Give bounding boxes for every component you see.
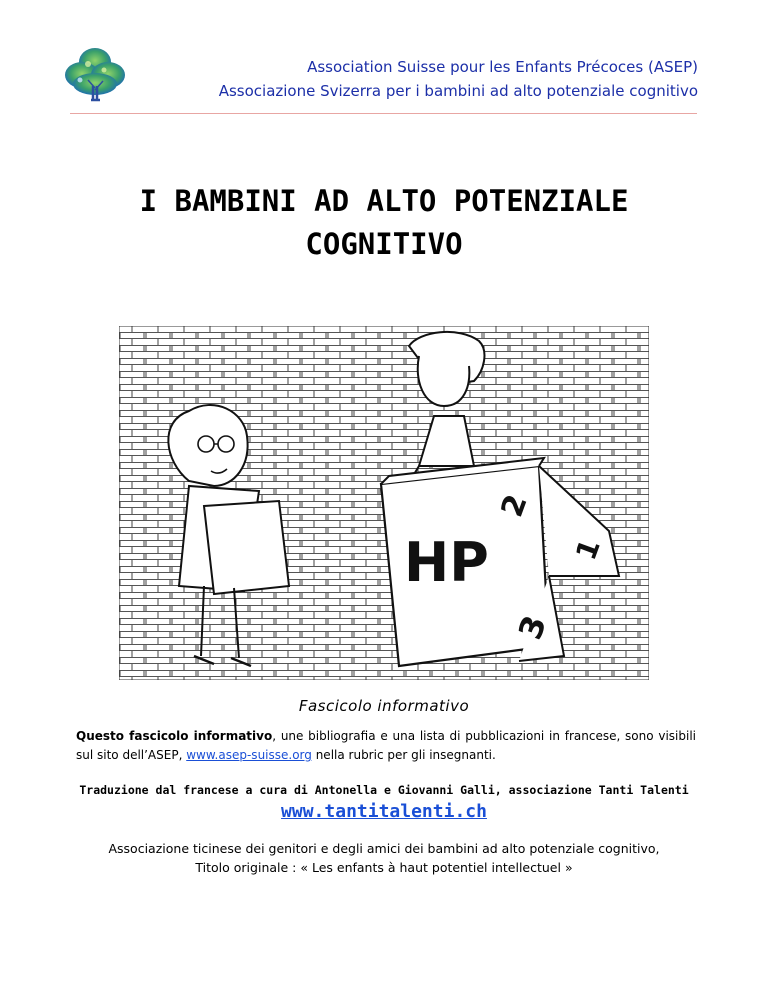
asep-tree-logo [60, 40, 130, 108]
cartoon-illustration [119, 326, 649, 680]
header-association-fr: Association Suisse pour les Enfants Précoces (ASEP) [307, 58, 698, 76]
page-title [60, 180, 708, 266]
subtitle: Fascicolo informativo [298, 697, 470, 715]
intro-text-1: , une bibliografia e una lista di pubblicazioni in francese, sono visibili sul sito dell’ASEP, [76, 729, 697, 762]
association-line-1: Associazione ticinese dei genitori e degli amici dei bambini ad alto potenziale cognitivo, [108, 841, 660, 856]
asep-link[interactable]: www.asep-suisse.org [186, 748, 312, 762]
intro-text-2: nella rubric per gli insegnanti. [311, 748, 496, 762]
header-association-it: Associazione Svizerra per i bambini ad alto potenziale cognitivo [218, 82, 698, 100]
podium-place-2: 2 [494, 489, 535, 522]
intro-paragraph [76, 727, 696, 765]
title-line-2: COGNITIVO [305, 227, 463, 261]
original-title-line: Titolo originale : « Les enfants à haut potentiel intellectuel » [195, 860, 573, 875]
translation-credit: Traduzione dal francese a cura di Antonella e Giovanni Galli, associazione Tanti Talenti [79, 783, 689, 797]
tantitalenti-link[interactable]: www.tantitalenti.ch [281, 801, 487, 822]
page-header [60, 40, 710, 116]
intro-bold: Questo fascicolo informativo [76, 729, 273, 743]
podium-label: HP [404, 531, 489, 594]
podium-place-1: 1 [569, 534, 607, 565]
header-divider [70, 113, 697, 114]
title-line-1: I BAMBINI AD ALTO POTENZIALE [139, 184, 629, 218]
podium-place-3: 3 [510, 610, 555, 645]
association-info [0, 839, 768, 877]
